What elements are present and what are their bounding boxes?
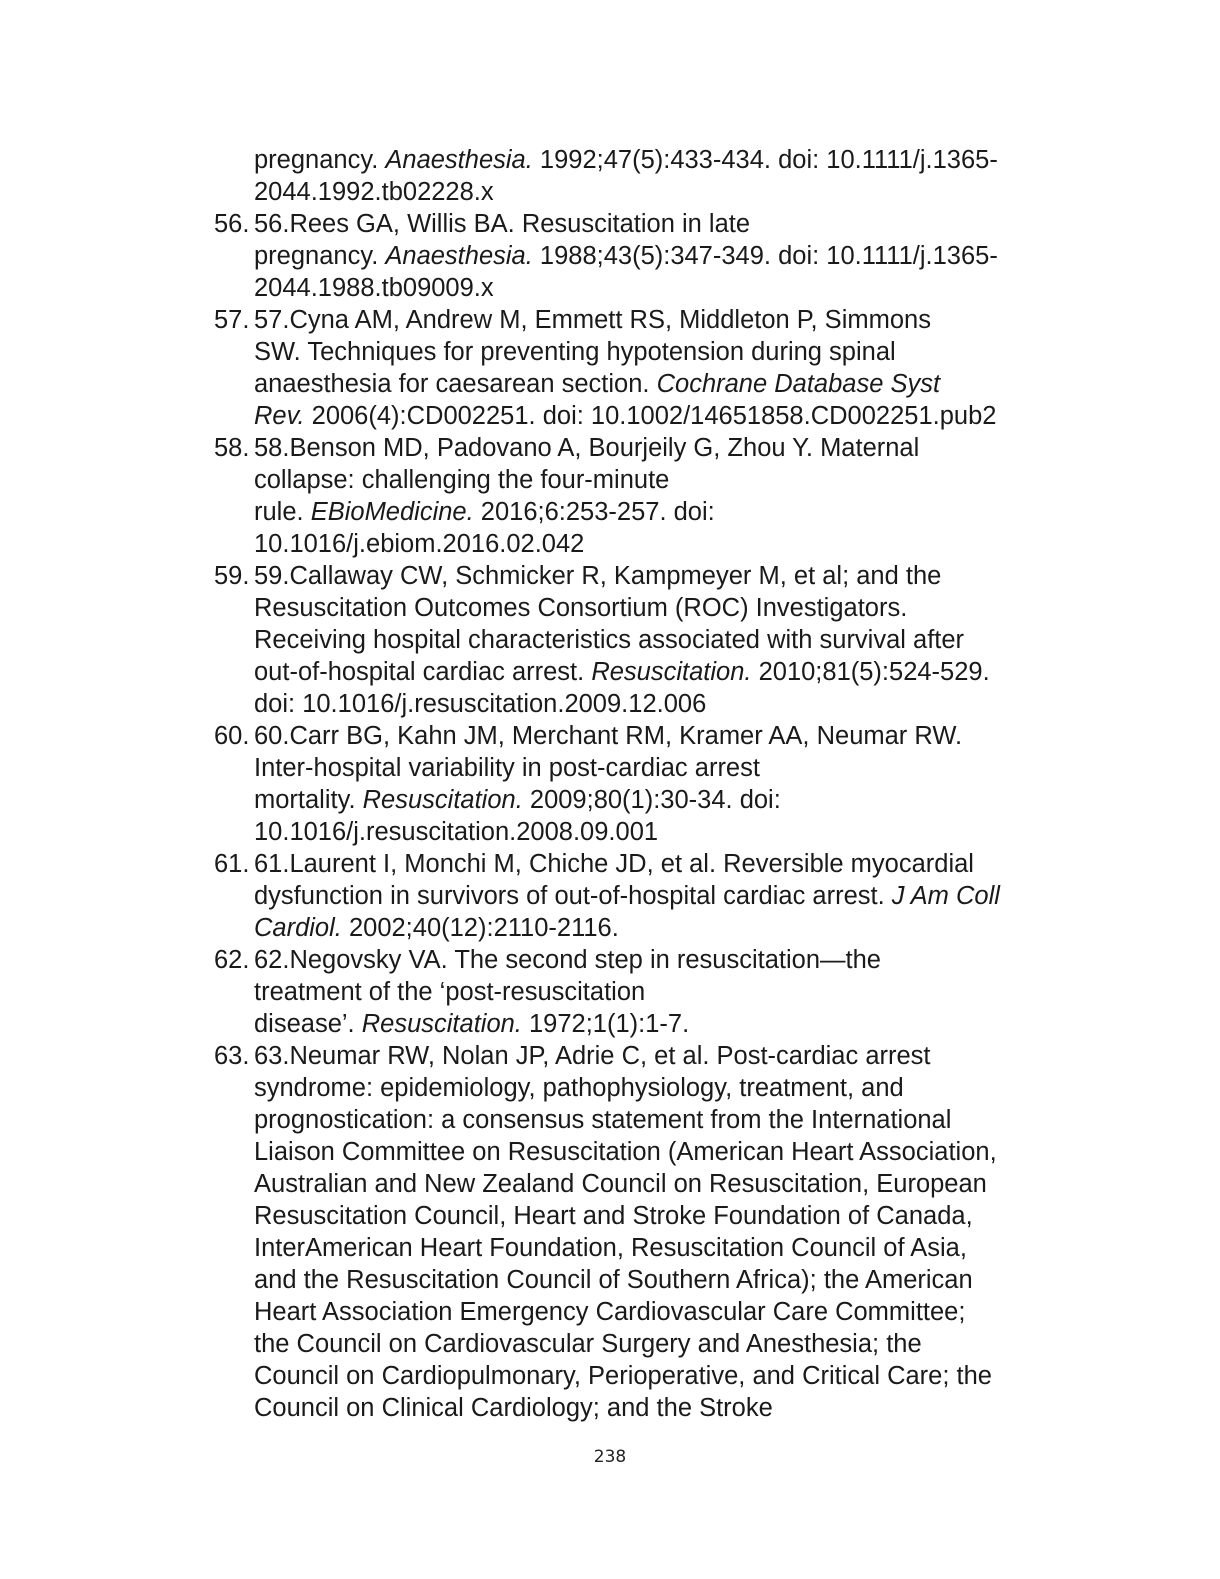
journal-title: Cardiol. (254, 914, 342, 942)
reference-text: and the Resuscitation Council of Southern Africa); the American (254, 1266, 973, 1294)
reference-line (214, 1040, 1084, 1072)
journal-title: J Am Coll (891, 882, 1000, 910)
reference-list (214, 144, 1084, 1424)
reference-text: 2009;80(1):30-34. doi: (522, 786, 781, 814)
reference-line (214, 1200, 1084, 1232)
reference-entry (214, 1040, 1084, 1424)
reference-line (214, 1232, 1084, 1264)
reference-line (214, 752, 1084, 784)
reference-text: 2010;81(5):524-529. (751, 658, 990, 686)
reference-line (214, 912, 1084, 944)
reference-line (214, 208, 1084, 240)
reference-line (214, 496, 1084, 528)
reference-number: 63. (214, 1042, 250, 1070)
reference-text: 61.Laurent I, Monchi M, Chiche JD, et al. Reversible myocardial (254, 850, 974, 878)
reference-text: Liaison Committee on Resuscitation (American Heart Association, (254, 1138, 997, 1166)
reference-text: rule. (254, 498, 311, 526)
reference-text: 2044.1992.tb02228.x (254, 178, 494, 206)
reference-text: Council on Clinical Cardiology; and the Stroke (254, 1394, 773, 1422)
reference-text: Australian and New Zealand Council on Resuscitation, European (254, 1170, 987, 1198)
reference-text: 59.Callaway CW, Schmicker R, Kampmeyer M, et al; and the (254, 562, 942, 590)
reference-entry (214, 560, 1084, 720)
reference-entry (214, 848, 1084, 944)
journal-title: Rev. (254, 402, 305, 430)
reference-line (214, 784, 1084, 816)
reference-line (214, 272, 1084, 304)
reference-line (214, 1008, 1084, 1040)
reference-text: Receiving hospital characteristics associated with survival after (254, 626, 965, 654)
reference-text: 2044.1988.tb09009.x (254, 274, 494, 302)
reference-text: 60.Carr BG, Kahn JM, Merchant RM, Kramer AA, Neumar RW. (254, 722, 963, 750)
journal-title: Resuscitation. (361, 1010, 522, 1038)
reference-text: syndrome: epidemiology, pathophysiology, treatment, and (254, 1074, 904, 1102)
journal-title: Anaesthesia. (385, 242, 533, 270)
reference-text: 2016;6:253-257. doi: (473, 498, 715, 526)
reference-line (214, 1136, 1084, 1168)
reference-text: the Council on Cardiovascular Surgery and Anesthesia; the (254, 1330, 922, 1358)
reference-text: pregnancy. (254, 242, 386, 270)
reference-text: 1992;47(5):433-434. doi: 10.1111/j.1365- (532, 146, 998, 174)
reference-number: 56. (214, 210, 250, 238)
reference-line (214, 656, 1084, 688)
reference-line (214, 1072, 1084, 1104)
reference-entry (214, 944, 1084, 1040)
reference-number: 61. (214, 850, 250, 878)
reference-line (214, 1104, 1084, 1136)
journal-title: Anaesthesia. (385, 146, 533, 174)
reference-text: prognostication: a consensus statement from the International (254, 1106, 952, 1134)
reference-text: 63.Neumar RW, Nolan JP, Adrie C, et al. Post-cardiac arrest (254, 1042, 931, 1070)
reference-line (214, 848, 1084, 880)
reference-text: out-of-hospital cardiac arrest. (254, 658, 592, 686)
reference-line (214, 240, 1084, 272)
reference-text: 56.Rees GA, Willis BA. Resuscitation in late (254, 210, 751, 238)
reference-number: 59. (214, 562, 250, 590)
reference-text: 57.Cyna AM, Andrew M, Emmett RS, Middleton P, Simmons (254, 306, 931, 334)
reference-line (214, 720, 1084, 752)
reference-text: SW. Techniques for preventing hypotension during spinal (254, 338, 896, 366)
reference-line (214, 304, 1084, 336)
journal-title: Resuscitation. (591, 658, 752, 686)
reference-line (214, 144, 1084, 176)
reference-line (214, 464, 1084, 496)
reference-text: 58.Benson MD, Padovano A, Bourjeily G, Zhou Y. Maternal (254, 434, 920, 462)
reference-entry (214, 304, 1084, 432)
reference-text: 2006(4):CD002251. doi: 10.1002/14651858.CD002251.pub2 (304, 402, 997, 430)
journal-title: EBioMedicine. (310, 498, 474, 526)
reference-line (214, 1296, 1084, 1328)
reference-text: dysfunction in survivors of out-of-hospital cardiac arrest. (254, 882, 892, 910)
reference-line (214, 336, 1084, 368)
reference-line (214, 1264, 1084, 1296)
reference-line (214, 816, 1084, 848)
reference-text: 1972;1(1):1-7. (521, 1010, 690, 1038)
reference-text: InterAmerican Heart Foundation, Resuscitation Council of Asia, (254, 1234, 967, 1262)
reference-line (214, 1168, 1084, 1200)
reference-text: Heart Association Emergency Cardiovascular Care Committee; (254, 1298, 966, 1326)
reference-entry (214, 432, 1084, 560)
journal-title: Resuscitation. (362, 786, 523, 814)
reference-text: treatment of the ‘post-resuscitation (254, 978, 646, 1006)
reference-line (214, 176, 1084, 208)
reference-text: collapse: challenging the four-minute (254, 466, 670, 494)
page-number: 238 (593, 1447, 627, 1467)
reference-text: 62.Negovsky VA. The second step in resuscitation—the (254, 946, 881, 974)
reference-text: Council on Cardiopulmonary, Perioperative, and Critical Care; the (254, 1362, 992, 1390)
reference-text: 10.1016/j.ebiom.2016.02.042 (254, 530, 585, 558)
reference-text: Resuscitation Outcomes Consortium (ROC) Investigators. (254, 594, 908, 622)
reference-line (214, 432, 1084, 464)
reference-line (214, 400, 1084, 432)
reference-entry (214, 208, 1084, 304)
reference-text: Inter-hospital variability in post-cardiac arrest (254, 754, 760, 782)
reference-line (214, 368, 1084, 400)
reference-number: 57. (214, 306, 250, 334)
reference-text: disease’. (254, 1010, 362, 1038)
reference-line (214, 1392, 1084, 1424)
reference-number: 60. (214, 722, 250, 750)
reference-line (214, 592, 1084, 624)
reference-text: mortality. (254, 786, 363, 814)
reference-line (214, 944, 1084, 976)
reference-line (214, 1360, 1084, 1392)
reference-text: pregnancy. (254, 146, 386, 174)
reference-line (214, 624, 1084, 656)
reference-text: 1988;43(5):347-349. doi: 10.1111/j.1365- (532, 242, 998, 270)
reference-line (214, 880, 1084, 912)
reference-text: Resuscitation Council, Heart and Stroke Foundation of Canada, (254, 1202, 973, 1230)
reference-line (214, 688, 1084, 720)
reference-text: 10.1016/j.resuscitation.2008.09.001 (254, 818, 659, 846)
reference-text: doi: 10.1016/j.resuscitation.2009.12.006 (254, 690, 707, 718)
reference-line (214, 976, 1084, 1008)
reference-number: 58. (214, 434, 250, 462)
reference-number: 62. (214, 946, 250, 974)
reference-text: anaesthesia for caesarean section. (254, 370, 657, 398)
reference-line (214, 560, 1084, 592)
reference-entry (214, 144, 1084, 208)
reference-line (214, 528, 1084, 560)
reference-text: 2002;40(12):2110-2116. (341, 914, 619, 942)
reference-line (214, 1328, 1084, 1360)
journal-title: Cochrane Database Syst (656, 370, 941, 398)
reference-entry (214, 720, 1084, 848)
